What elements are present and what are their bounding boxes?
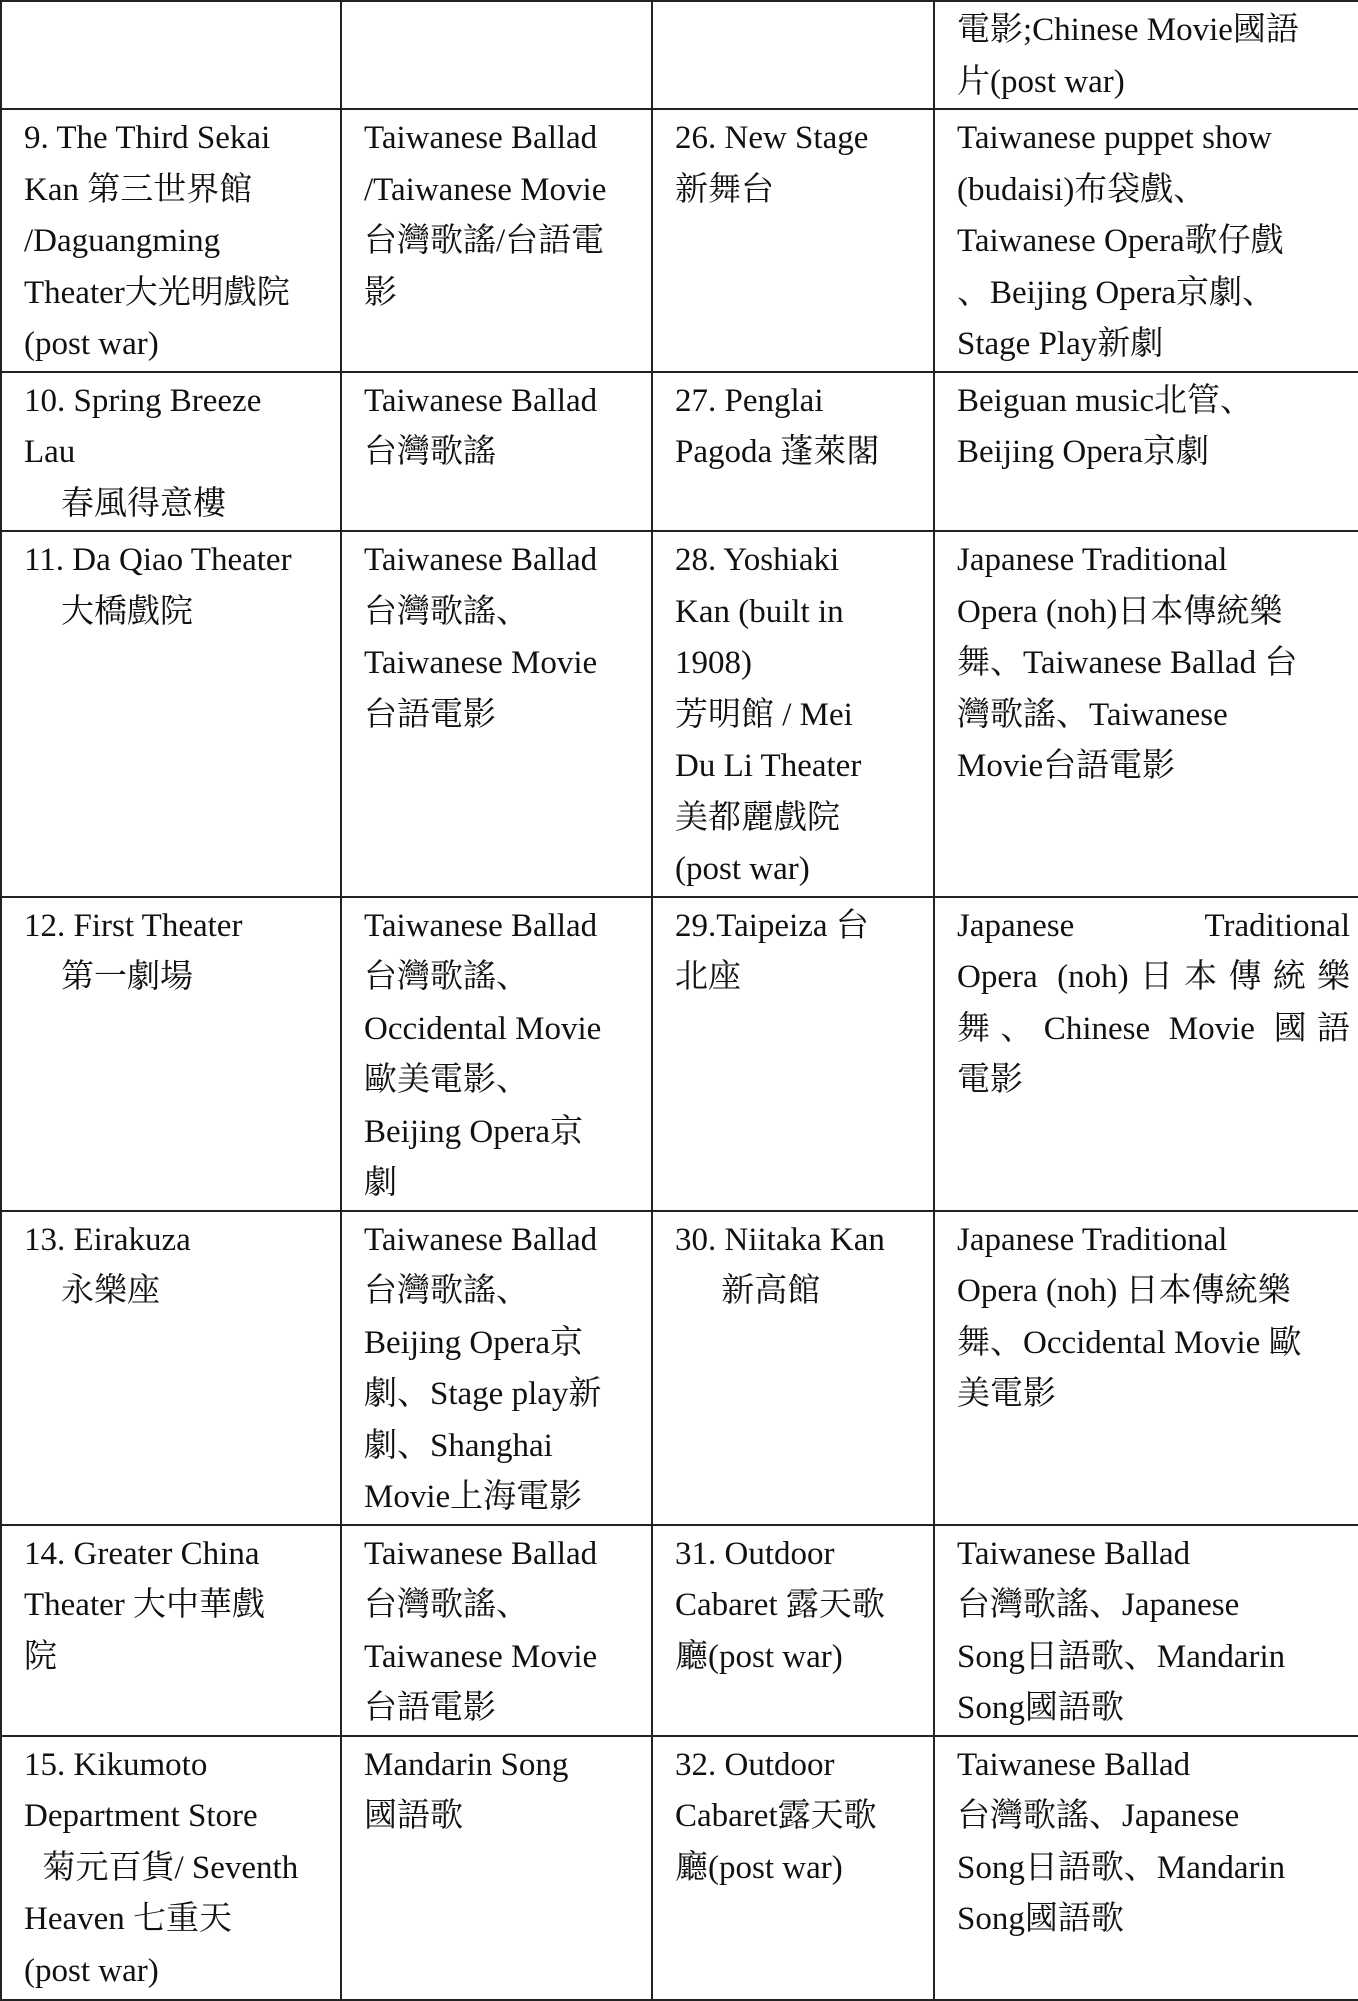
cell-line: 台灣歌謠、	[364, 959, 529, 995]
cell-line: 電影	[957, 1062, 1023, 1098]
cell-line: Taiwanese Ballad	[364, 1535, 598, 1572]
cell-line: 台語電影	[364, 696, 496, 733]
cell-line: Movie台語電影	[957, 748, 1176, 784]
cell-line: 台灣歌謠/台語電	[364, 223, 605, 259]
cell-line: Beijing Opera京	[364, 1324, 584, 1361]
cell-line: Taiwanese Ballad	[364, 1221, 598, 1258]
cell-line: 第一劇場	[60, 959, 193, 995]
cell-line: 劇、Shanghai	[364, 1427, 553, 1464]
cell-line: 28. Yoshiaki	[675, 542, 840, 578]
performance-type-cell	[934, 1211, 1358, 1525]
cell-line: 灣歌謠、Taiwanese	[957, 696, 1228, 733]
cell-line: 舞、Occidental Movie 歐	[957, 1324, 1302, 1361]
cell-line: 11. Da Qiao Theater	[24, 542, 292, 578]
cell-line: Japanese Traditional	[957, 1221, 1228, 1258]
performance-type-cell	[934, 1525, 1358, 1736]
venue-name-cell	[1, 897, 341, 1211]
cell-line: Taiwanese puppet show	[957, 120, 1272, 156]
venue-table-body	[1, 1, 1358, 2000]
cell-line: Cabaret露天歌	[675, 1798, 877, 1834]
cell-line: Song日語歌、Mandarin	[957, 1638, 1286, 1675]
cell-line: /Daguangming	[24, 223, 221, 259]
table-row	[1, 372, 1358, 532]
cell-line: 歐美電影、	[364, 1062, 529, 1098]
cell-line: (post war)	[24, 1952, 159, 1989]
cell-line: 芳明館 / Mei	[675, 696, 853, 733]
venue-name-cell	[1, 1736, 341, 2000]
cell-line: Kan 第三世界館	[24, 171, 253, 208]
cell-line: 1908)	[675, 645, 752, 681]
cell-line: 舞、Taiwanese Ballad 台	[957, 645, 1298, 681]
cell-line: Japanese Traditional	[957, 907, 1350, 944]
cell-line: 台灣歌謠、Japanese	[957, 1587, 1240, 1623]
performance-type-cell	[341, 1211, 652, 1525]
cell-line: 影	[364, 274, 397, 311]
cell-line: Du Li Theater	[675, 748, 862, 784]
cell-line: (post war)	[675, 851, 810, 887]
cell-line: 美都麗戲院	[675, 799, 840, 836]
performance-type-cell	[934, 109, 1358, 372]
cell-line: 台語電影	[364, 1690, 496, 1726]
cell-line: Lau	[24, 434, 76, 470]
performance-type-cell	[341, 1, 652, 109]
performance-type-cell	[934, 1736, 1358, 2000]
cell-line: Taiwanese Ballad	[957, 1535, 1191, 1572]
venue-name-cell	[652, 531, 934, 897]
venue-name-cell	[1, 1, 341, 109]
cell-line: 美電影	[957, 1376, 1056, 1412]
cell-line: 廳(post war)	[675, 1638, 843, 1675]
performance-type-cell	[341, 372, 652, 532]
cell-line: 台灣歌謠、	[364, 1587, 529, 1623]
venue-name-cell	[652, 1736, 934, 2000]
cell-line: Song國語歌	[957, 1690, 1124, 1726]
performance-type-cell	[341, 1525, 652, 1736]
cell-line: 12. First Theater	[24, 907, 243, 944]
venue-name-cell	[652, 1525, 934, 1736]
cell-line: Taiwanese Ballad	[364, 382, 598, 419]
table-row	[1, 1, 1358, 109]
table-row	[1, 1736, 1358, 2000]
cell-line: Occidental Movie	[364, 1010, 602, 1047]
cell-line: Movie上海電影	[364, 1479, 583, 1515]
cell-line: Pagoda 蓬萊閣	[675, 434, 880, 470]
performance-type-cell	[934, 531, 1358, 897]
cell-line: Beiguan music北管、	[957, 382, 1254, 419]
venue-name-cell	[652, 372, 934, 532]
cell-line: 、Beijing Opera京劇、	[957, 274, 1276, 311]
cell-line: 29.Taipeiza 台	[675, 907, 869, 944]
performance-type-cell	[341, 109, 652, 372]
venue-name-cell	[1, 1211, 341, 1525]
cell-line: 9. The Third Sekai	[24, 120, 271, 156]
venue-name-cell	[652, 897, 934, 1211]
cell-line: 15. Kikumoto	[24, 1746, 208, 1783]
cell-line: 菊元百貨/ Seventh	[42, 1849, 299, 1886]
cell-line: Song國語歌	[957, 1901, 1124, 1937]
cell-line: 院	[24, 1638, 57, 1675]
cell-line: 30. Niitaka Kan	[675, 1221, 885, 1258]
performance-type-cell	[341, 1736, 652, 2000]
venue-name-cell	[652, 109, 934, 372]
venue-name-cell	[652, 1, 934, 109]
cell-line: 國語歌	[364, 1798, 463, 1834]
cell-line: 台灣歌謠、	[364, 593, 529, 630]
cell-line: /Taiwanese Movie	[364, 171, 607, 208]
cell-line: 台灣歌謠、Japanese	[957, 1798, 1240, 1834]
performance-type-cell	[934, 897, 1358, 1211]
table-row	[1, 1211, 1358, 1525]
cell-line: (post war)	[24, 326, 159, 362]
cell-line: Beijing Opera京	[364, 1113, 584, 1150]
cell-line: Taiwanese Ballad	[364, 542, 598, 578]
cell-line: 舞、Chinese Movie 國語	[957, 1010, 1350, 1047]
table-row	[1, 109, 1358, 372]
cell-line: Taiwanese Ballad	[957, 1746, 1191, 1783]
cell-line: Taiwanese Opera歌仔戲	[957, 223, 1284, 259]
cell-line: Taiwanese Movie	[364, 1638, 598, 1675]
cell-line: Stage Play新劇	[957, 326, 1164, 362]
cell-line: 台灣歌謠	[364, 434, 496, 470]
cell-line: 北座	[675, 959, 741, 995]
cell-line: Kan (built in	[675, 593, 844, 630]
cell-line: Taiwanese Movie	[364, 645, 598, 681]
cell-line: 電影;Chinese Movie國語	[957, 12, 1299, 48]
cell-line: 劇	[364, 1165, 397, 1201]
cell-line: 台灣歌謠、	[364, 1273, 529, 1309]
cell-line: 26. New Stage	[675, 120, 869, 156]
cell-line: Theater大光明戲院	[24, 274, 290, 311]
performance-type-cell	[341, 897, 652, 1211]
cell-line: 31. Outdoor	[675, 1535, 835, 1572]
cell-line: 新舞台	[675, 171, 774, 208]
cell-line: Beijing Opera京劇	[957, 434, 1210, 470]
performance-type-cell	[934, 1, 1358, 109]
cell-line: Opera (noh) 日本傳統樂	[957, 1273, 1291, 1309]
cell-line: 32. Outdoor	[675, 1746, 835, 1783]
table-row	[1, 1525, 1358, 1736]
cell-line: Cabaret 露天歌	[675, 1587, 885, 1623]
table-row	[1, 897, 1358, 1211]
cell-line: 劇、Stage play新	[364, 1376, 602, 1412]
cell-line: Mandarin Song	[364, 1746, 569, 1783]
cell-line: Taiwanese Ballad	[364, 120, 598, 156]
performance-type-cell	[341, 531, 652, 897]
venue-name-cell	[1, 372, 341, 532]
performance-type-cell	[934, 372, 1358, 532]
cell-line: Theater 大中華戲	[24, 1587, 266, 1623]
venue-name-cell	[1, 531, 341, 897]
cell-line: 廳(post war)	[675, 1849, 843, 1886]
venue-name-cell	[1, 109, 341, 372]
cell-line: 永樂座	[60, 1273, 160, 1309]
cell-line: Japanese Traditional	[957, 542, 1228, 578]
cell-line: 片(post war)	[957, 63, 1125, 100]
venue-name-cell	[1, 1525, 341, 1736]
cell-line: 14. Greater China	[24, 1535, 260, 1572]
cell-line: 大橋戲院	[60, 593, 193, 630]
cell-line: (budaisi)布袋戲、	[957, 171, 1207, 208]
cell-line: Department Store	[24, 1798, 258, 1834]
cell-line: Song日語歌、Mandarin	[957, 1849, 1286, 1886]
table-row	[1, 531, 1358, 897]
venue-name-cell	[652, 1211, 934, 1525]
cell-line: Taiwanese Ballad	[364, 907, 598, 944]
cell-line: 新高館	[721, 1273, 821, 1309]
cell-line: Heaven 七重天	[24, 1901, 233, 1937]
cell-line: 春風得意樓	[60, 485, 226, 522]
cell-line: Opera (noh)日本傳統樂	[957, 593, 1283, 630]
cell-line: 10. Spring Breeze	[24, 382, 262, 419]
cell-line: 27. Penglai	[675, 382, 824, 419]
cell-line: Opera (noh)日本傳統樂	[957, 959, 1350, 995]
cell-line: 13. Eirakuza	[24, 1221, 191, 1258]
